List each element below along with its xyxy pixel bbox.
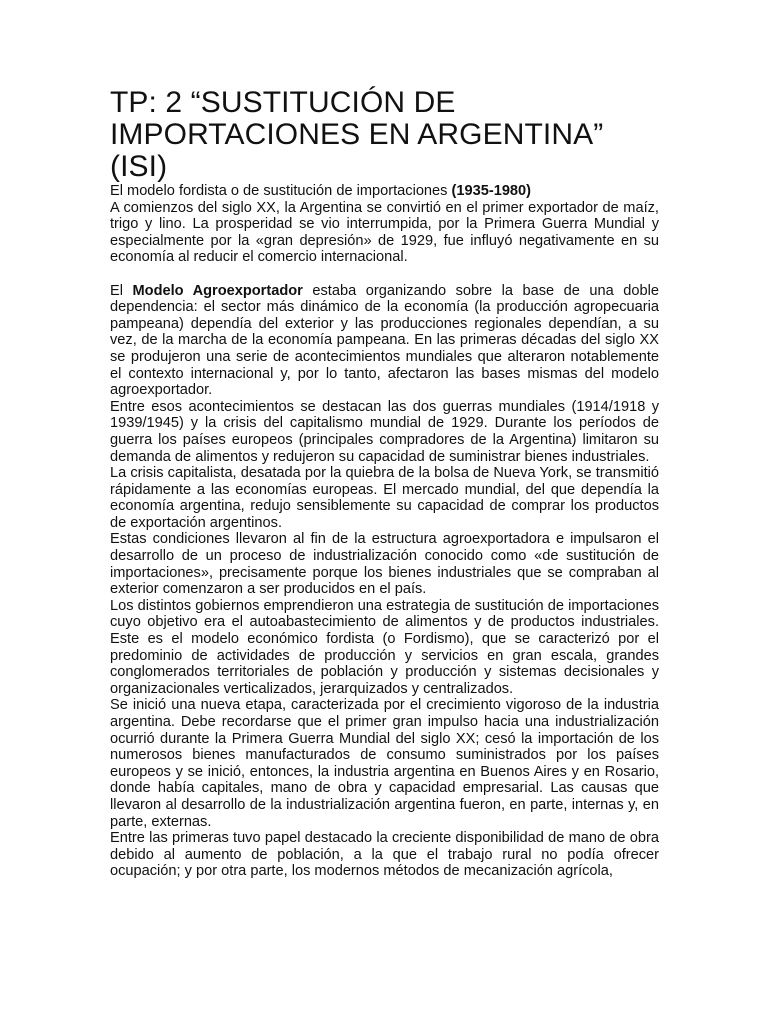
paragraph-6: Los distintos gobiernos emprendieron una estrategia de sustitución de importaciones cuyo objetivo era el autoabastecimiento de alimentos y de productos industriales. Este es el modelo económico fordista (o Fordismo), que se caracterizó por el predominio de actividades de producción y servicios en gran escala, grandes conglomerados territoriales de población y producción y sistemas decisionales y organizacionales verticalizados, jerarquizados y centralizados.: [110, 597, 659, 697]
paragraph-8: Entre las primeras tuvo papel destacado la creciente disponibilidad de mano de obra debido al aumento de población, a la que el trabajo rural no podía ofrecer ocupación; y por otra parte, los modernos métodos de mecanización agrícola,: [110, 830, 659, 880]
paragraph-2-rest: estaba organizando sobre la base de una doble dependencia: el sector más dinámico de la economía (la producción agropecuaria pampeana) dependía del exterior y las producciones regionales dependían, a su vez, de la marcha de la economía pampeana. En las primeras décadas del siglo XX se produjeron una serie de acontecimientos mundiales que alteraron notablemente el contexto internacional y, por lo tanto, afectaron las bases mismas del modelo agroexportador.: [110, 282, 660, 399]
document-title: TP: 2 “SUSTITUCIÓN DE IMPORTACIONES EN ARGENTINA” (ISI): [110, 86, 604, 183]
model-subtitle: [110, 183, 659, 200]
paragraph-2-lead: El: [110, 282, 133, 299]
subtitle-text: El modelo fordista o de sustitución de importaciones: [110, 183, 452, 199]
paragraph-7: Se inició una nueva etapa, caracterizada por el crecimiento vigoroso de la industria argentina. Debe recordarse que el primer gran impulso hacia una industrialización ocurrió durante la Primera Guerra Mundial del siglo XX; cesó la importación de los numerosos bienes manufacturados de consumo suministrados por los países europeos y se inició, entonces, la industria argentina en Buenos Aires y en Rosario, donde había capitales, mano de obra y capacidad empresarial. Las causas que llevaron al desarrollo de la industrialización argentina fueron, en parte, internas y, en parte, externas.: [110, 697, 659, 830]
paragraph-1: A comienzos del siglo XX, la Argentina se convirtió en el primer exportador de maíz, trigo y lino. La prosperidad se vio interrumpida, por la Primera Guerra Mundial y especialmente por la «gran depresión» de 1929, fue influyó negativamente en su economía al reducir el comercio internacional.: [110, 199, 659, 266]
paragraph-spacer: [110, 266, 659, 283]
paragraph-2-bold: Modelo Agroexportador: [132, 282, 303, 299]
subtitle-years: (1935-1980): [451, 183, 532, 199]
paragraph-3: Entre esos acontecimientos se destacan las dos guerras mundiales (1914/1918 y 1939/1945) y la crisis del capitalismo mundial de 1929. Durante los períodos de guerra los países europeos (principales compradores de la Argentina) limitaron su demanda de alimentos y redujeron su capacidad de suministrar bienes industriales.: [110, 398, 659, 465]
document-page: [110, 87, 659, 880]
paragraph-5: Estas condiciones llevaron al fin de la estructura agroexportadora e impulsaron el desarrollo de un proceso de industrialización conocido como «de sustitución de importaciones», precisamente porque los bienes industriales que se compraban al exterior comenzaron a ser producidos en el país.: [110, 531, 659, 598]
paragraph-4: La crisis capitalista, desatada por la quiebra de la bolsa de Nueva York, se transmitió rápidamente a las economías europeas. El mercado mundial, del que dependía la economía argentina, redujo sensiblemente su capacidad de comprar los productos de exportación argentinos.: [110, 465, 659, 531]
paragraph-2: [110, 283, 659, 399]
